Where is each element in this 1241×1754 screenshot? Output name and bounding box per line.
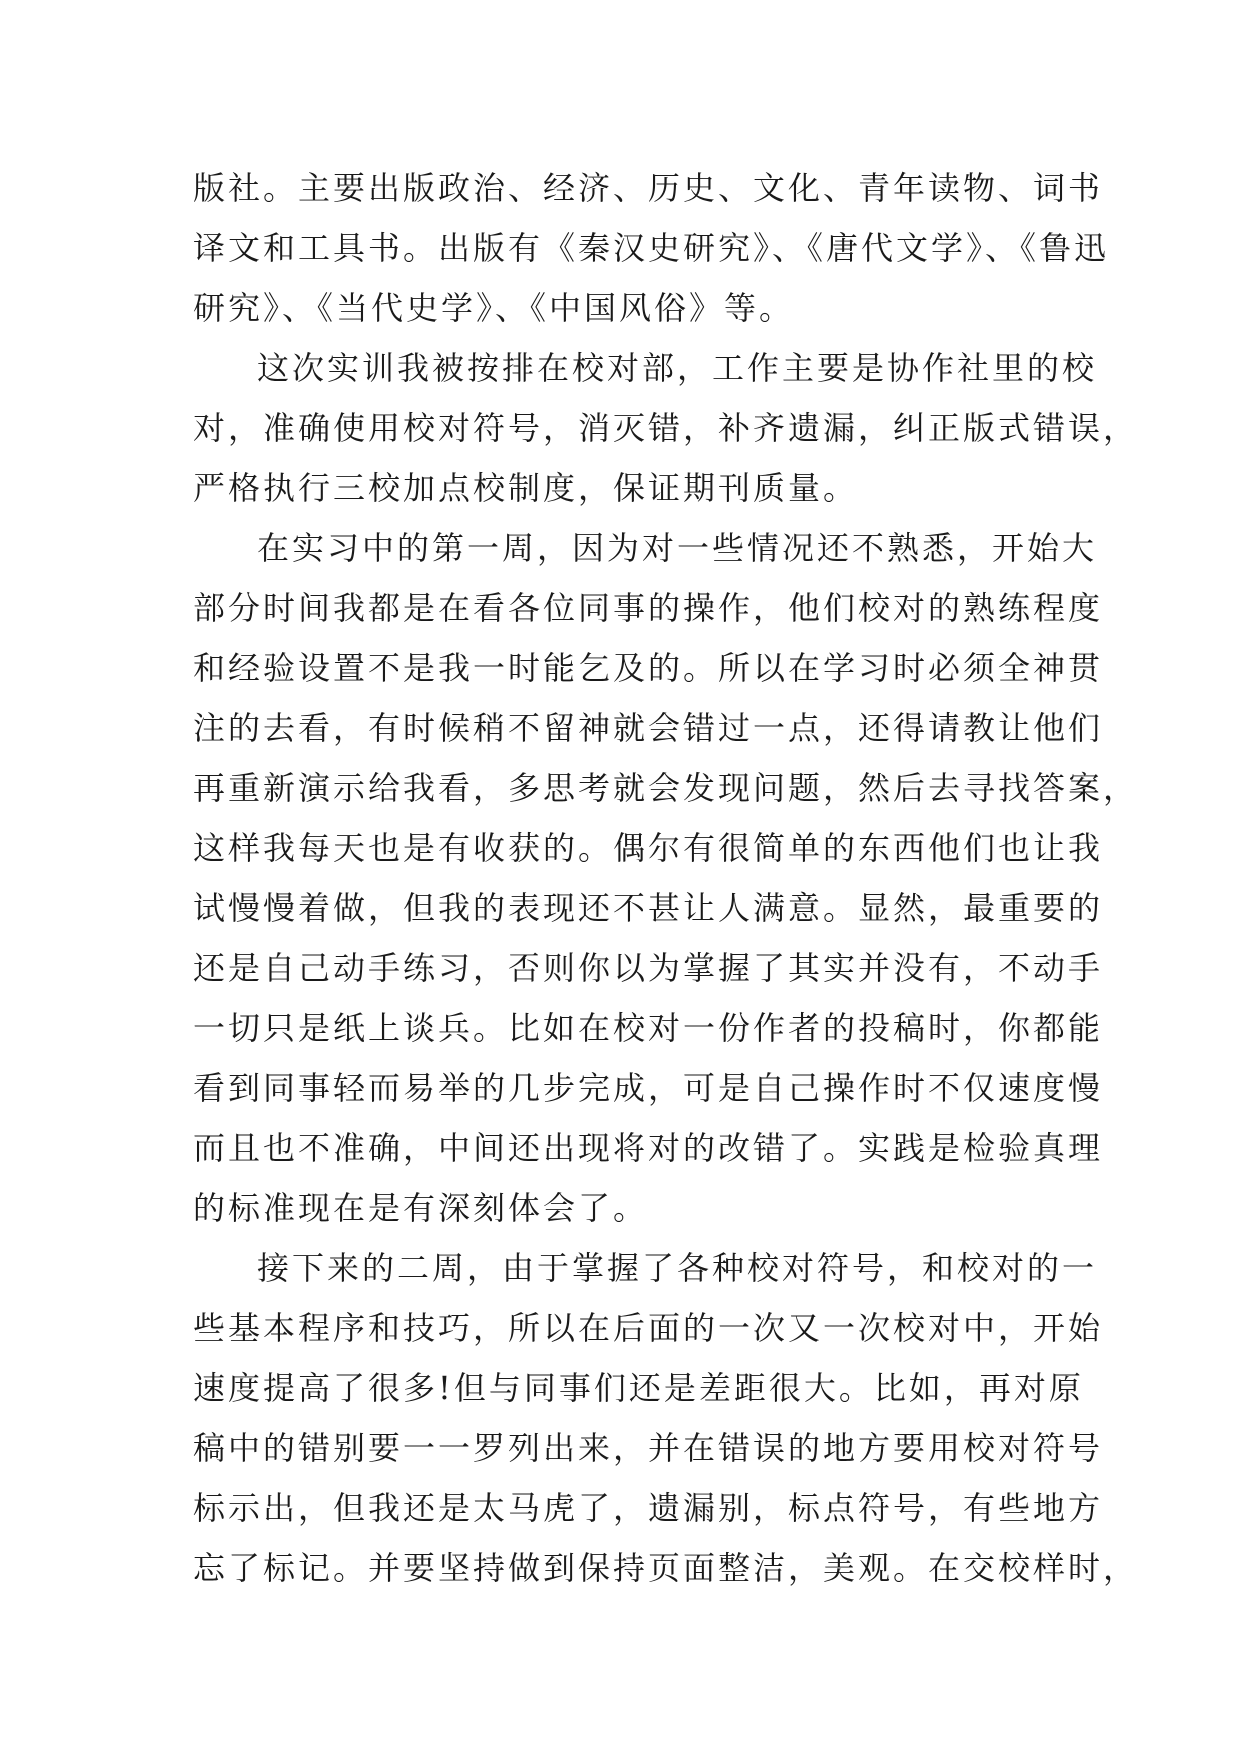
text-line: 的标准现在是有深刻体会了。 (193, 1189, 649, 1227)
paragraph-start-line: 接下来的二周，由于掌握了各种校对符号，和校对的一 (257, 1249, 1098, 1287)
text-line: 这样我每天也是有收获的。偶尔有很简单的东西他们也让我 (193, 829, 1104, 867)
text-line: 些基本程序和技巧，所以在后面的一次又一次校对中，开始 (193, 1309, 1104, 1347)
text-line: 严格执行三校加点校制度，保证期刊质量。 (193, 469, 859, 507)
text-line: 对，准确使用校对符号，消灭错，补齐遗漏，纠正版式错误， (193, 409, 1139, 447)
paragraph-start-line: 这次实训我被按排在校对部，工作主要是协作社里的校 (257, 349, 1098, 387)
text-line: 和经验设置不是我一时能乞及的。所以在学习时必须全神贯 (193, 649, 1104, 687)
text-line: 还是自己动手练习，否则你以为掌握了其实并没有，不动手 (193, 949, 1104, 987)
text-line: 速度提高了很多!但与同事们还是差距很大。比如，再对原 (193, 1369, 1084, 1407)
text-line: 译文和工具书。出版有《秦汉史研究》、《唐代文学》、《鲁迅 (193, 229, 1110, 267)
text-line: 版社。主要出版政治、经济、历史、文化、青年读物、词书 (193, 169, 1104, 207)
text-line: 标示出，但我还是太马虎了，遗漏别，标点符号，有些地方 (193, 1489, 1104, 1527)
text-line: 试慢慢着做，但我的表现还不甚让人满意。显然，最重要的 (193, 889, 1104, 927)
text-line: 一切只是纸上谈兵。比如在校对一份作者的投稿时，你都能 (193, 1009, 1104, 1047)
text-line: 再重新演示给我看，多思考就会发现问题，然后去寻找答案， (193, 769, 1139, 807)
text-line: 看到同事轻而易举的几步完成，可是自己操作时不仅速度慢 (193, 1069, 1104, 1107)
text-line: 研究》、《当代史学》、《中国风俗》等。 (193, 289, 795, 327)
text-line: 忘了标记。并要坚持做到保持页面整洁，美观。在交校样时， (193, 1549, 1139, 1587)
text-line: 而且也不准确，中间还出现将对的改错了。实践是检验真理 (193, 1129, 1104, 1167)
text-line: 稿中的错别要一一罗列出来，并在错误的地方要用校对符号 (193, 1429, 1104, 1467)
body-text (193, 158, 1139, 1598)
text-line: 部分时间我都是在看各位同事的操作，他们校对的熟练程度 (193, 589, 1104, 627)
text-line: 注的去看，有时候稍不留神就会错过一点，还得请教让他们 (193, 709, 1104, 747)
paragraph-start-line: 在实习中的第一周，因为对一些情况还不熟悉，开始大 (257, 529, 1098, 567)
